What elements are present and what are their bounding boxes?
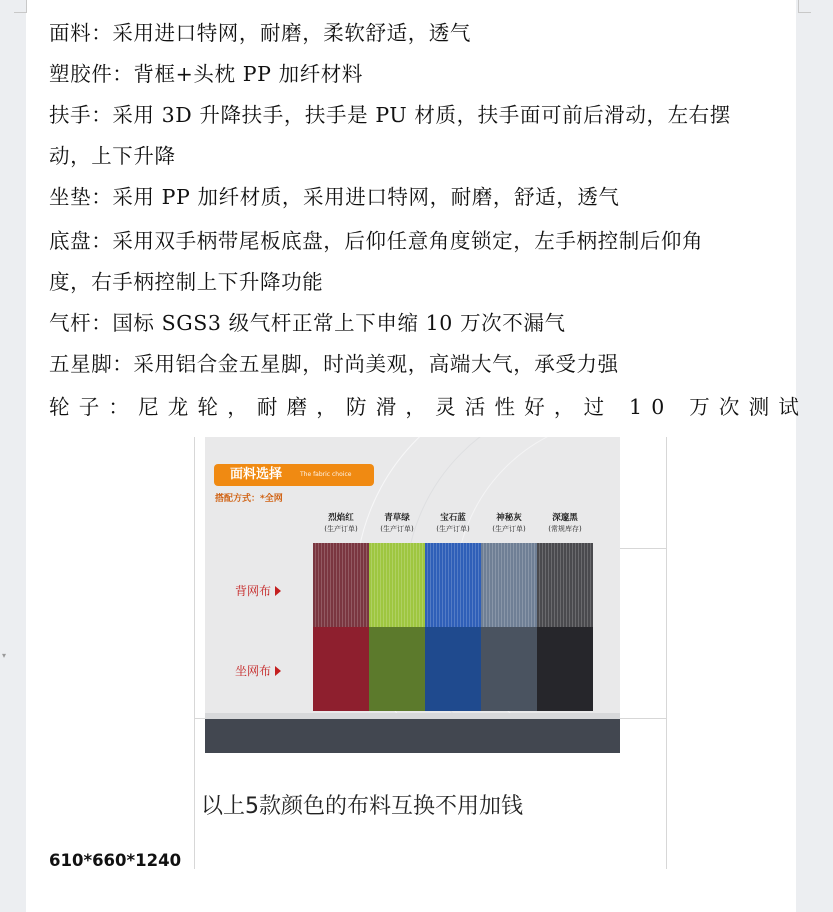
spec-line-gaslift: 气杆：国标 SGS3 级气杆正常上下申缩 10 万次不漏气 xyxy=(49,311,566,335)
arrow-right-icon xyxy=(275,666,281,676)
fabric-color-name: 青草绿 xyxy=(384,513,410,523)
fabric-title-en: The fabric choice xyxy=(300,471,352,478)
page-corner-mark-left xyxy=(14,0,27,13)
spec-line-seat: 坐垫：采用 PP 加纤材质，采用进口特网，耐磨，舒适，透气 xyxy=(49,185,620,209)
fabric-color-note: (生产订单) xyxy=(380,525,414,533)
back-mesh-swatch xyxy=(481,543,537,627)
fabric-color-name: 宝石蓝 xyxy=(440,513,466,523)
page-corner-mark-right xyxy=(798,0,811,13)
fabric-color-note: (生产订单) xyxy=(436,525,470,533)
fabric-column-label xyxy=(313,513,369,534)
spec-line-plastic: 塑胶件：背框+头枕 PP 加纤材料 xyxy=(49,62,364,86)
seat-mesh-swatch xyxy=(313,627,369,711)
fabric-column-label xyxy=(481,513,537,534)
fabric-column-label xyxy=(537,513,593,534)
back-mesh-swatch xyxy=(537,543,593,627)
spec-line-armrest-cont: 动，上下升降 xyxy=(49,144,176,168)
row-label-back: 背网布 xyxy=(235,583,281,599)
seat-mesh-swatch xyxy=(537,627,593,711)
product-dimensions: 610*660*1240 xyxy=(49,851,182,870)
fabric-caption: 以上5款颜色的布料互换不用加钱 xyxy=(201,794,523,819)
row-label-seat: 坐网布 xyxy=(235,663,281,679)
fabric-color-note: (生产订单) xyxy=(324,525,358,533)
spec-line-fabric: 面料：采用进口特网，耐磨，柔软舒适，透气 xyxy=(49,21,472,45)
fabric-color-note: (生产订单) xyxy=(492,525,526,533)
fabric-title: 面料选择 xyxy=(230,467,283,482)
match-method: 搭配方式：*全网 xyxy=(215,494,283,504)
fabric-color-note: (常规库存) xyxy=(548,525,582,533)
fabric-choice-image xyxy=(205,437,620,753)
table-border-right xyxy=(666,437,667,869)
back-mesh-swatch xyxy=(313,543,369,627)
fabric-color-name: 烈焰红 xyxy=(328,513,354,523)
back-mesh-swatch xyxy=(425,543,481,627)
fabric-color-name: 神秘灰 xyxy=(496,513,522,523)
fabric-column-label xyxy=(425,513,481,534)
back-mesh-swatch xyxy=(369,543,425,627)
spec-line-star-base: 五星脚：采用铝合金五星脚，时尚美观，高端大气，承受力强 xyxy=(49,352,619,376)
fabric-color-name: 深邃黑 xyxy=(552,513,578,523)
seat-mesh-swatch xyxy=(425,627,481,711)
seat-mesh-swatch xyxy=(369,627,425,711)
table-border-left xyxy=(194,437,195,869)
fabric-column-label xyxy=(369,513,425,534)
spec-line-base-cont: 度，右手柄控制上下升降功能 xyxy=(49,270,324,294)
floor-band xyxy=(205,719,620,753)
seat-mesh-swatch xyxy=(481,627,537,711)
spec-line-armrest: 扶手：采用 3D 升降扶手，扶手是 PU 材质，扶手面可前后滑动，左右摆 xyxy=(49,103,731,127)
arrow-right-icon xyxy=(275,586,281,596)
spec-line-wheels: 轮子：尼龙轮，耐磨，防滑，灵活性好，过 10 万次测试 xyxy=(49,395,809,419)
gutter-marker-icon: ▾ xyxy=(2,651,7,660)
table-border-h1 xyxy=(620,548,667,549)
fabric-title-tag xyxy=(214,464,374,486)
spec-line-base: 底盘：采用双手柄带尾板底盘，后仰任意角度锁定，左手柄控制后仰角 xyxy=(49,229,704,253)
